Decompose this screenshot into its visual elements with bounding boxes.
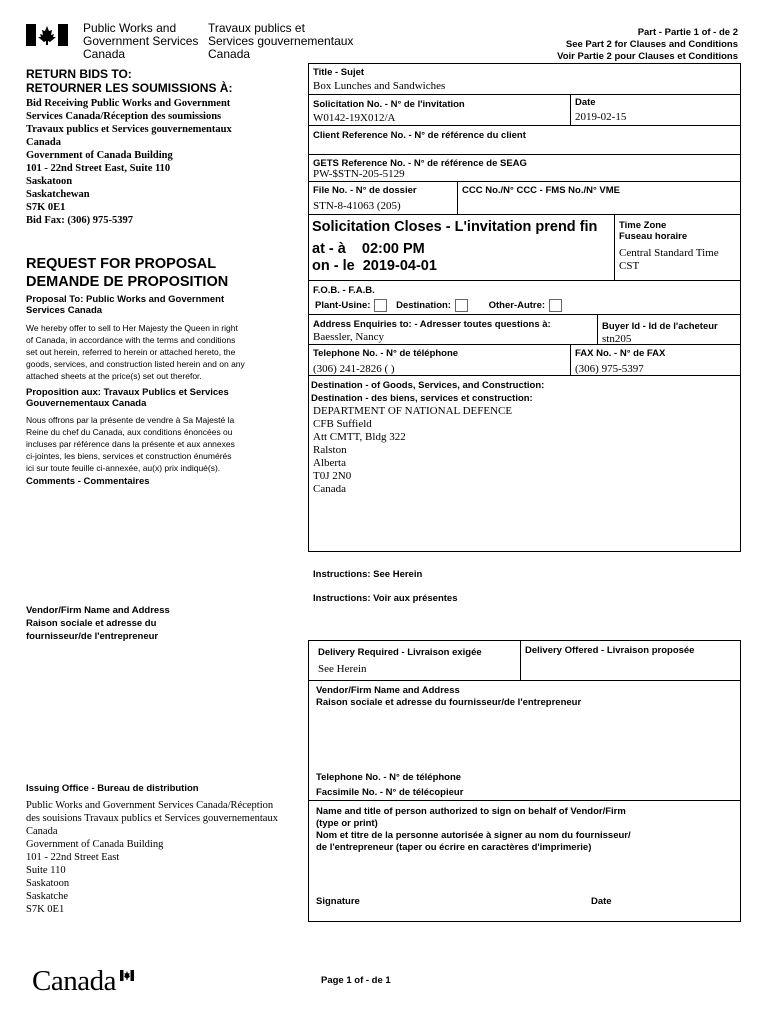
- gets-reference-label: GETS Reference No. - N° de référence de SEAG: [313, 158, 527, 169]
- offer-text-fr: Nous offrons par la présente de vendre à Sa Majesté la Reine du chef du Canada, aux conditions énoncées ou incluses par référence dans la présente et aux annexes ci-jointes, les biens, services et construction énumérés ici sur toute feuille ci-annexée, au(x) prix indiqué(s).: [26, 415, 235, 473]
- closing-date-value: 2019-04-01: [362, 258, 437, 274]
- closing-time-value: 02:00 PM: [361, 241, 425, 257]
- canada-wordmark: Canada: [32, 965, 116, 997]
- closing-time-row: [312, 241, 425, 257]
- address-enquiries-label: Address Enquiries to: - Adresser toutes questions à:: [313, 319, 551, 330]
- file-no-value: STN-8-41063 (205): [313, 200, 401, 212]
- proposition-aux-label: Proposition aux: Travaux Publics et Services Gouvernementaux Canada: [26, 387, 229, 409]
- destination-checkbox[interactable]: [455, 299, 468, 312]
- on-label: on - le: [312, 258, 355, 274]
- delivery-offered-label: Delivery Offered - Livraison proposée: [525, 645, 695, 656]
- vendor-facsimile-label: Facsimile No. - N° de télécopieur: [316, 787, 464, 798]
- solicitation-no-label: Solicitation No. - N° de l'invitation: [313, 99, 465, 110]
- time-zone-value: Central Standard Time CST: [619, 247, 719, 272]
- instructions-en: Instructions: See Herein: [313, 569, 423, 580]
- plant-checkbox[interactable]: [374, 299, 387, 312]
- department-name-fr: Travaux publics et Services gouvernementaux Canada: [208, 21, 354, 61]
- return-bids-address: Bid Receiving Public Works and Government Services Canada/Réception des soumissions Travaux publics et Services gouvernementaux Canada Government of Canada Building 101 - 22nd Street East, Suite 110 Saskatoon Saskatchewan S7K 0E1 Bid Fax: (306) 975-5397: [26, 98, 232, 226]
- page-number: Page 1 of - de 1: [321, 975, 391, 986]
- gets-reference-value: PW-$STN-205-5129: [313, 168, 405, 180]
- fob-label: F.O.B. - F.A.B.: [313, 285, 375, 296]
- other-checkbox[interactable]: [549, 299, 562, 312]
- delivery-required-label: Delivery Required - Livraison exigée: [318, 647, 482, 658]
- client-reference-label: Client Reference No. - N° de référence du client: [313, 130, 526, 141]
- destination-address: DEPARTMENT OF NATIONAL DEFENCE CFB Suffield Att CMTT, Bldg 322 Ralston Alberta T0J 2N0 Canada: [313, 405, 513, 495]
- issuing-office-address: Public Works and Government Services Canada/Réception des souisions Travaux publics et Services gouvernementaux Canada Government of Canada Building 101 - 22nd Street East Suite 110 Saskatoon Saskatche S7K 0E1: [26, 800, 278, 915]
- file-no-label: File No. - N° de dossier: [313, 185, 417, 196]
- proposal-to-label: Proposal To: Public Works and Government Services Canada: [26, 294, 225, 316]
- canada-flag-icon: [26, 24, 68, 46]
- buyer-id-value: stn205: [602, 333, 632, 345]
- fax-value: (306) 975-5397: [575, 363, 644, 375]
- instructions-fr: Instructions: Voir aux présentes: [313, 593, 458, 604]
- department-name-en: Public Works and Government Services Canada: [83, 21, 199, 61]
- fob-options-row: Plant-Usine: Destination: Other-Autre:: [315, 299, 562, 312]
- time-zone-label: Time Zone Fuseau horaire: [619, 220, 688, 242]
- title-value: Box Lunches and Sandwiches: [313, 80, 446, 92]
- date-label: Date: [575, 97, 596, 108]
- return-bids-title: RETURN BIDS TO: RETOURNER LES SOUMISSIONS À:: [26, 67, 233, 95]
- issuing-office-label: Issuing Office - Bureau de distribution: [26, 783, 199, 794]
- solicitation-closes-title: Solicitation Closes - L'invitation prend fin: [312, 219, 598, 235]
- destination-label: Destination - of Goods, Services, and Construction: Destination - des biens, services et construction:: [311, 380, 545, 404]
- vendor-firm-label-left: Vendor/Firm Name and Address Raison sociale et adresse du fournisseur/de l'entrepreneur: [26, 605, 170, 642]
- delivery-required-value: See Herein: [318, 663, 367, 675]
- title-label: Title - Sujet: [313, 67, 365, 78]
- solicitation-no-value: W0142-19X012/A: [313, 112, 396, 124]
- vendor-telephone-label: Telephone No. - N° de téléphone: [316, 772, 462, 783]
- address-enquiries-value: Baessler, Nancy: [313, 331, 385, 343]
- telephone-value: (306) 241-2826 ( ): [313, 363, 395, 375]
- offer-text-en: We hereby offer to sell to Her Majesty the Queen in right of Canada, in accordance with the terms and conditions set out herein, referred to herein or attached hereto, the goods, services, and construction listed herein and on any attached sheets at the price(s) set out therefor.: [26, 323, 245, 381]
- authorized-signer-label: Name and title of person authorized to sign on behalf of Vendor/Firm (type or print) Nom et titre de la personne autorisée à signer au nom du fournisseur/ de l'entrepreneur (taper ou écrire en caractères d'imprimerie): [316, 806, 631, 853]
- fax-label: FAX No. - N° de FAX: [575, 348, 666, 359]
- ccc-no-label: CCC No./N° CCC - FMS No./N° VME: [462, 185, 621, 196]
- part-indicator: Part - Partie 1 of - de 2 See Part 2 for Clauses and Conditions Voir Partie 2 pour Clauses et Conditions: [557, 27, 738, 62]
- date-value: 2019-02-15: [575, 111, 627, 123]
- buyer-id-label: Buyer Id - Id de l'acheteur: [602, 321, 718, 332]
- comments-label: Comments - Commentaires: [26, 476, 150, 487]
- vendor-firm-label-right: Vendor/Firm Name and Address Raison sociale et adresse du fournisseur/de l'entrepreneur: [316, 685, 582, 708]
- closing-date-row: [312, 258, 437, 274]
- telephone-label: Telephone No. - N° de téléphone: [313, 348, 459, 359]
- signature-label: Signature: [316, 896, 360, 907]
- at-label: at - à: [312, 241, 346, 257]
- rfp-title: REQUEST FOR PROPOSAL DEMANDE DE PROPOSITION: [26, 256, 229, 290]
- signature-date-label: Date: [591, 896, 612, 907]
- wordmark-flag-icon: [120, 968, 134, 979]
